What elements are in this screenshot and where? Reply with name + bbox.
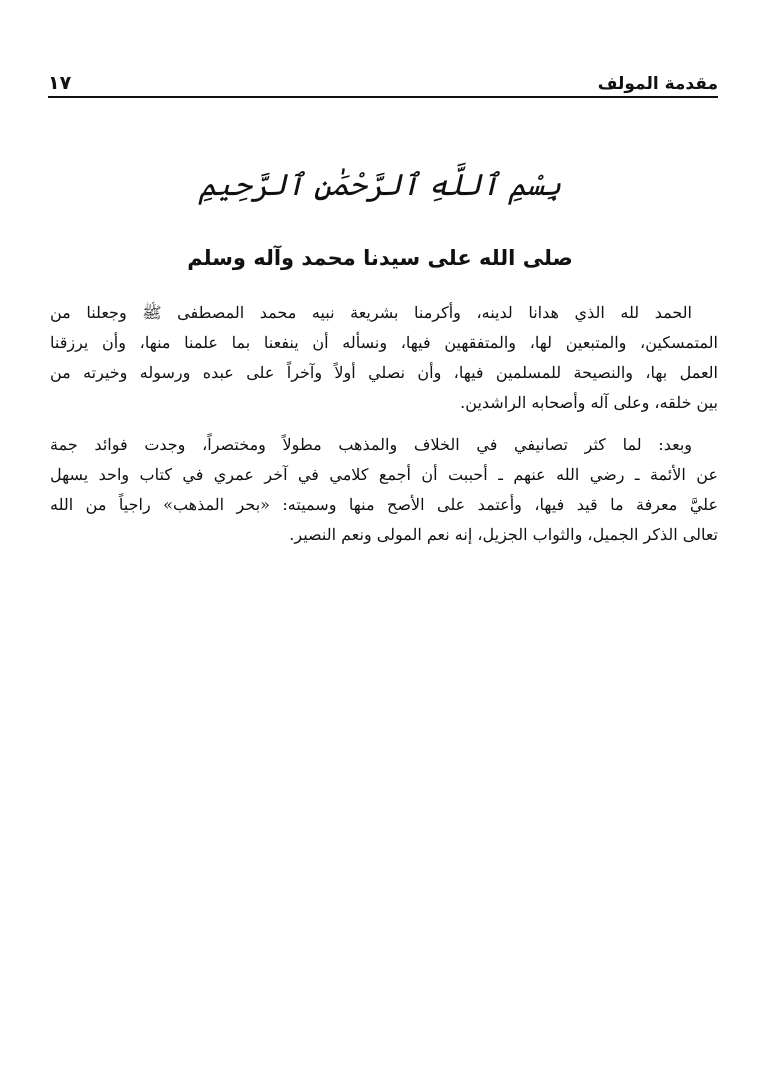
paragraph-introduction (50, 430, 718, 550)
page-number: ١٧ (48, 72, 72, 94)
text-line: المتمسكين، والمتبعين لها، والمتفقهين فيها، ونسأله أن ينفعنا بما علمنا منها، وأن يرزقنا (50, 333, 718, 352)
text-line: العمل بها، والنصيحة للمسلمين فيها، وأن نصلي أولاً وآخراً على عبده ورسوله وخيرته من (50, 363, 718, 382)
text-line: عليَّ معرفة ما قيد فيها، وأعتمد على الأصح منها وسميته: «بحر المذهب» راجياً من الله (50, 495, 718, 514)
text-line: عن الأئمة ـ رضي الله عنهم ـ أحببت أن أجمع كلامي في آخر عمري في كتاب واحد يسهل (50, 465, 718, 484)
header-rule (48, 96, 718, 98)
running-title: مقدمة المولف (597, 74, 718, 94)
text-line: الحمد لله الذي هدانا لدينه، وأكرمنا بشريعة نبيه محمد المصطفى ﷺ وجعلنا من (50, 303, 692, 322)
salutation-heading: صلى الله على سيدنا محمد وآله وسلم (187, 246, 573, 270)
page-header (48, 58, 718, 94)
paragraph-praise (50, 298, 718, 418)
text-line: تعالى الذكر الجميل، والثواب الجزيل، إنه نعم المولى ونعم النصير. (289, 525, 718, 544)
basmala: بِسْمِ ٱللَّهِ ٱلرَّحْمَٰنِ ٱلرَّحِيمِ (198, 168, 562, 203)
text-line: وبعد: لما كثر تصانيفي في الخلاف والمذهب مطولاً ومختصراً، وجدت فوائد جمة (50, 435, 692, 454)
text-line: بين خلقه، وعلى آله وأصحابه الراشدين. (460, 393, 718, 412)
